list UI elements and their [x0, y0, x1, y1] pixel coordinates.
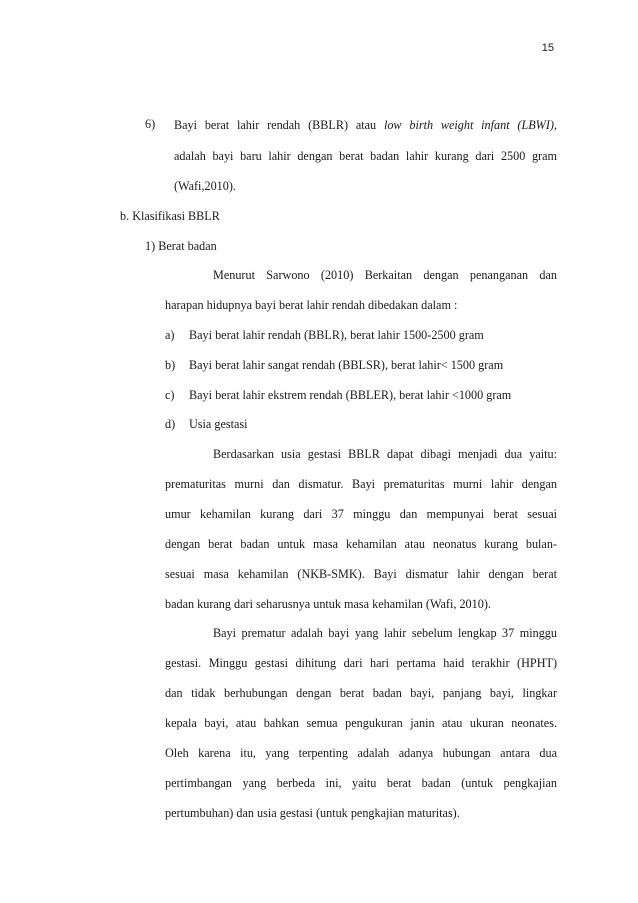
subsection-1-heading: 1) Berat badan [145, 239, 217, 253]
list-text: Usia gestasi [189, 417, 248, 431]
item-6-text-italic: low birth weight infant (LBWI) [383, 118, 554, 132]
prematur-line-4: kepala bayi, atau bahkan semua pengukuran janin atau ukuran neonates. [165, 716, 557, 730]
gestasi-line-4: dengan berat badan untuk masa kehamilan atau neonatus kurang bulan- [165, 537, 557, 551]
list-marker: b) [165, 358, 176, 372]
list-marker: c) [165, 388, 175, 402]
list-item-b [165, 357, 503, 373]
item-6-line-2: adalah bayi baru lahir dengan berat badan lahir kurang dari 2500 gram [174, 149, 557, 163]
sub1-para-line-1: Menurut Sarwono (2010) Berkaitan dengan penanganan dan [213, 268, 557, 282]
list-item-a [165, 327, 484, 343]
item-6-text-a: Bayi berat lahir rendah (BBLR) atau [174, 118, 384, 132]
prematur-line-5: Oleh karena itu, yang terpenting adalah adanya hubungan antara dua [165, 746, 557, 760]
list-text: Bayi berat lahir sangat rendah (BBLSR), berat lahir< 1500 gram [189, 358, 504, 372]
prematur-line-2: gestasi. Minggu gestasi dihitung dari hari pertama haid terakhir (HPHT) [165, 656, 557, 670]
list-text: Bayi berat lahir ekstrem rendah (BBLER), berat lahir <1000 gram [189, 388, 512, 402]
page-number: 15 [541, 42, 554, 54]
gestasi-line-3: umur kehamilan kurang dari 37 minggu dan mempunyai berat sesuai [165, 507, 557, 521]
item-6-line-3: (Wafi,2010). [174, 179, 236, 193]
section-b-heading: b. Klasifikasi BBLR [120, 209, 220, 223]
prematur-line-6: pertimbangan yang berbeda ini, yaitu berat badan (untuk pengkajian [165, 776, 557, 790]
prematur-line-7: pertumbuhan) dan usia gestasi (untuk pengkajian maturitas). [165, 806, 460, 820]
list-item-d [165, 416, 248, 432]
item-6-text-b: , [553, 118, 557, 132]
gestasi-line-1: Berdasarkan usia gestasi BBLR dapat dibagi menjadi dua yaitu: [213, 447, 557, 461]
item-6-line-1 [174, 117, 557, 133]
sub1-para-line-2: harapan hidupnya bayi berat lahir rendah dibedakan dalam : [165, 298, 458, 312]
list-item-c [165, 387, 511, 403]
prematur-line-1: Bayi prematur adalah bayi yang lahir sebelum lengkap 37 minggu [213, 626, 557, 640]
gestasi-line-5: sesuai masa kehamilan (NKB-SMK). Bayi dismatur lahir dengan berat [165, 567, 557, 581]
item-6-marker: 6) [145, 117, 156, 131]
prematur-line-3: dan tidak berhubungan dengan berat badan bayi, panjang bayi, lingkar [165, 686, 557, 700]
gestasi-line-6: badan kurang dari seharusnya untuk masa kehamilan (Wafi, 2010). [165, 597, 491, 611]
list-text: Bayi berat lahir rendah (BBLR), berat lahir 1500-2500 gram [189, 328, 484, 342]
list-marker: a) [165, 328, 175, 342]
list-marker: d) [165, 417, 176, 431]
gestasi-line-2: prematuritas murni dan dismatur. Bayi prematuritas murni lahir dengan [165, 477, 557, 491]
